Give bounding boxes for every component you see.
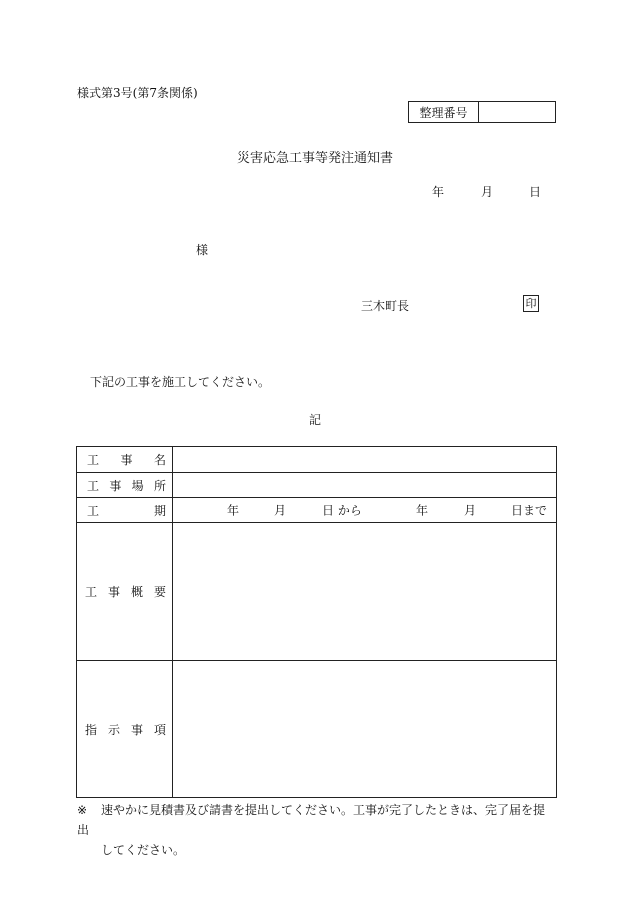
date-day: 日 xyxy=(529,185,542,199)
work-name-label: 工 事 名 xyxy=(77,447,173,473)
reference-number-value xyxy=(479,102,555,122)
table-row xyxy=(77,498,557,523)
work-summary-field[interactable] xyxy=(173,523,557,661)
period-year-end: 年 xyxy=(416,503,429,518)
work-period-field[interactable] xyxy=(173,498,557,523)
period-month-start: 月 xyxy=(274,503,287,518)
sender-name: 三木町長 xyxy=(361,299,410,313)
work-location-field[interactable] xyxy=(173,473,557,498)
request-text: 下記の工事を施工してください。 xyxy=(90,375,271,389)
note-line-1: 速やかに見積書及び請書を提出してください。工事が完了したときは、完了届を提出 xyxy=(77,803,546,837)
instructions-field[interactable] xyxy=(173,661,557,798)
note-line-2: してください。 xyxy=(101,843,186,857)
reference-number-label: 整理番号 xyxy=(409,102,479,122)
period-day-until: 日まで xyxy=(511,503,548,518)
work-name-field[interactable] xyxy=(173,447,557,473)
work-details-table xyxy=(76,446,557,798)
period-year-start: 年 xyxy=(227,503,240,518)
table-row xyxy=(77,473,557,498)
note-mark: ※ xyxy=(77,803,88,817)
period-day-from: 日 から xyxy=(322,503,362,518)
work-summary-label: 工 事 概 要 xyxy=(77,523,173,661)
period-month-end: 月 xyxy=(464,503,477,518)
date-month: 月 xyxy=(481,185,494,199)
table-row xyxy=(77,523,557,661)
footnote xyxy=(77,800,555,860)
work-location-label: 工 事 場 所 xyxy=(77,473,173,498)
reference-number-box xyxy=(408,101,556,123)
table-row xyxy=(77,447,557,473)
ki-heading: 記 xyxy=(308,413,321,427)
instructions-label: 指 示 事 項 xyxy=(77,661,173,798)
document-title: 災害応急工事等発注通知書 xyxy=(236,151,393,166)
form-number: 様式第3号(第7条関係) xyxy=(77,86,198,100)
table-row xyxy=(77,661,557,798)
date-year: 年 xyxy=(432,185,445,199)
seal-mark: 印 xyxy=(523,295,539,312)
addressee-suffix: 様 xyxy=(196,243,209,257)
work-period-label: 工 期 xyxy=(77,498,173,523)
